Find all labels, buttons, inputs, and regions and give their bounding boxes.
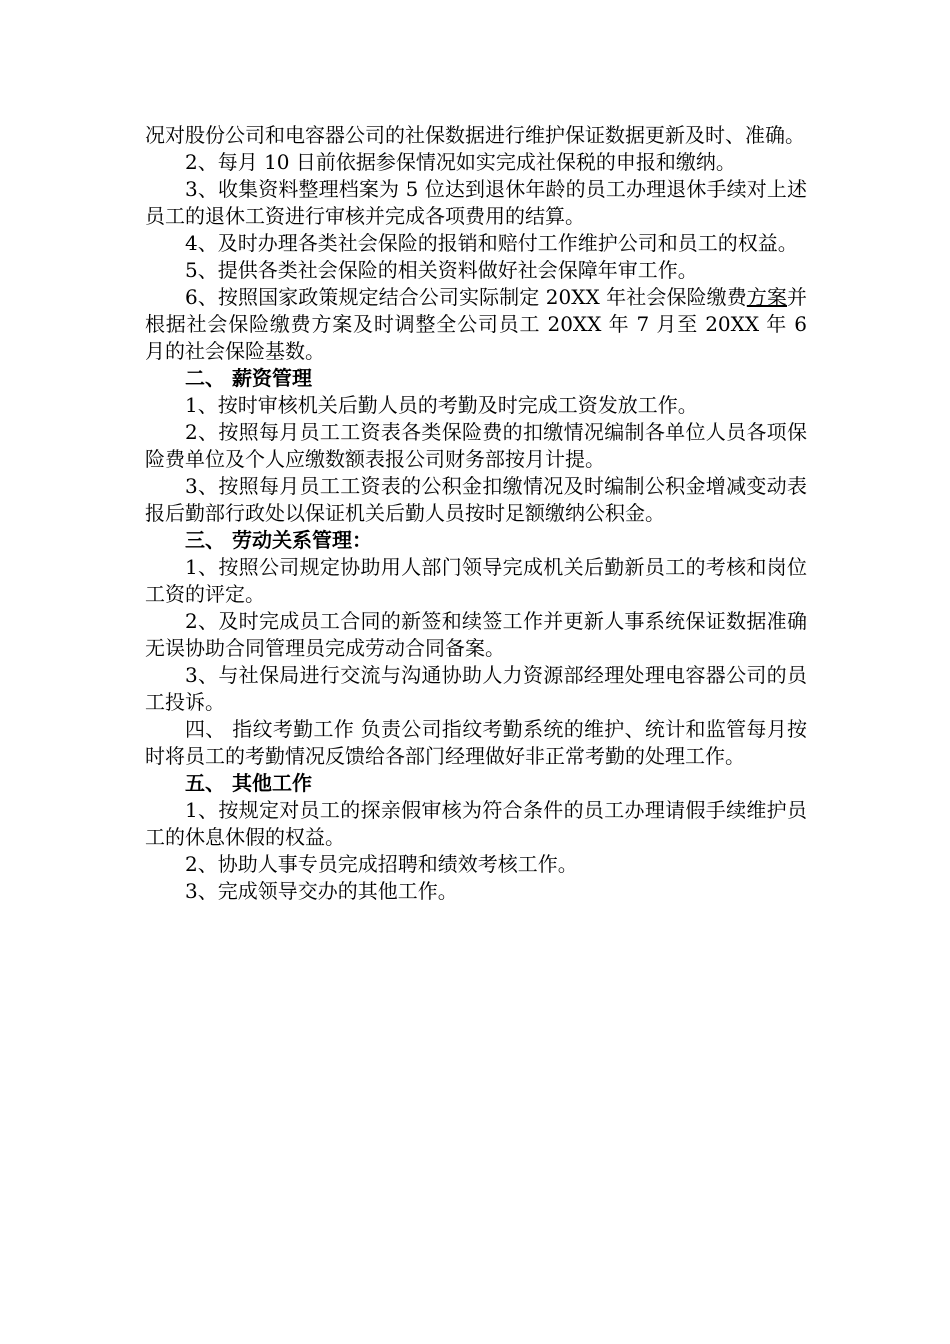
list-item: 2、按照每月员工工资表各类保险费的扣缴情况编制各单位人员各项保险费单位及个人应缴数额表报公司财务部按月计提。	[145, 420, 807, 471]
underlined-link[interactable]: 方案	[746, 285, 787, 309]
list-item: 2、及时完成员工合同的新签和续签工作并更新人事系统保证数据准确无误协助合同管理员完成劳动合同备案。	[145, 609, 807, 660]
section-heading-other: 五、 其他工作	[185, 771, 312, 795]
list-item-text: 并根据社会保险缴费方案及时调整全公司员工 20XX 年 7 月至 20XX 年 6 月的社会保险基数。	[145, 285, 807, 363]
list-item: 3、完成领导交办的其他工作。	[185, 879, 458, 903]
list-item: 3、按照每月员工工资表的公积金扣缴情况及时编制公积金增减变动表报后勤部行政处以保证机关后勤人员按时足额缴纳公积金。	[145, 474, 807, 525]
section-heading-labor-relations: 三、 劳动关系管理：	[185, 528, 372, 552]
list-item: 1、按照公司规定协助用人部门领导完成机关后勤新员工的考核和岗位工资的评定。	[145, 555, 807, 606]
list-item: 1、按规定对员工的探亲假审核为符合条件的员工办理请假手续维护员工的休息休假的权益。	[145, 798, 807, 849]
paragraph-continuation: 况对股份公司和电容器公司的社保数据进行维护保证数据更新及时、准确。	[145, 123, 805, 147]
section-attendance: 四、 指纹考勤工作 负责公司指纹考勤系统的维护、统计和监管每月按时将员工的考勤情况反馈给各部门经理做好非正常考勤的处理工作。	[145, 717, 807, 768]
list-item	[145, 284, 807, 365]
list-item: 1、按时审核机关后勤人员的考勤及时完成工资发放工作。	[185, 393, 698, 417]
list-item: 2、每月 10 日前依据参保情况如实完成社保税的申报和缴纳。	[185, 150, 736, 174]
list-item: 3、与社保局进行交流与沟通协助人力资源部经理处理电容器公司的员工投诉。	[145, 663, 807, 714]
section-heading-salary: 二、 薪资管理	[185, 366, 312, 390]
list-item-text: 6、按照国家政策规定结合公司实际制定 20XX 年社会保险缴费	[185, 285, 747, 309]
document-page	[145, 122, 807, 905]
list-item: 4、及时办理各类社会保险的报销和赔付工作维护公司和员工的权益。	[185, 231, 798, 255]
list-item: 2、协助人事专员完成招聘和绩效考核工作。	[185, 852, 578, 876]
list-item: 3、收集资料整理档案为 5 位达到退休年龄的员工办理退休手续对上述员工的退休工资进行审核并完成各项费用的结算。	[145, 177, 807, 228]
list-item: 5、提供各类社会保险的相关资料做好社会保障年审工作。	[185, 258, 698, 282]
